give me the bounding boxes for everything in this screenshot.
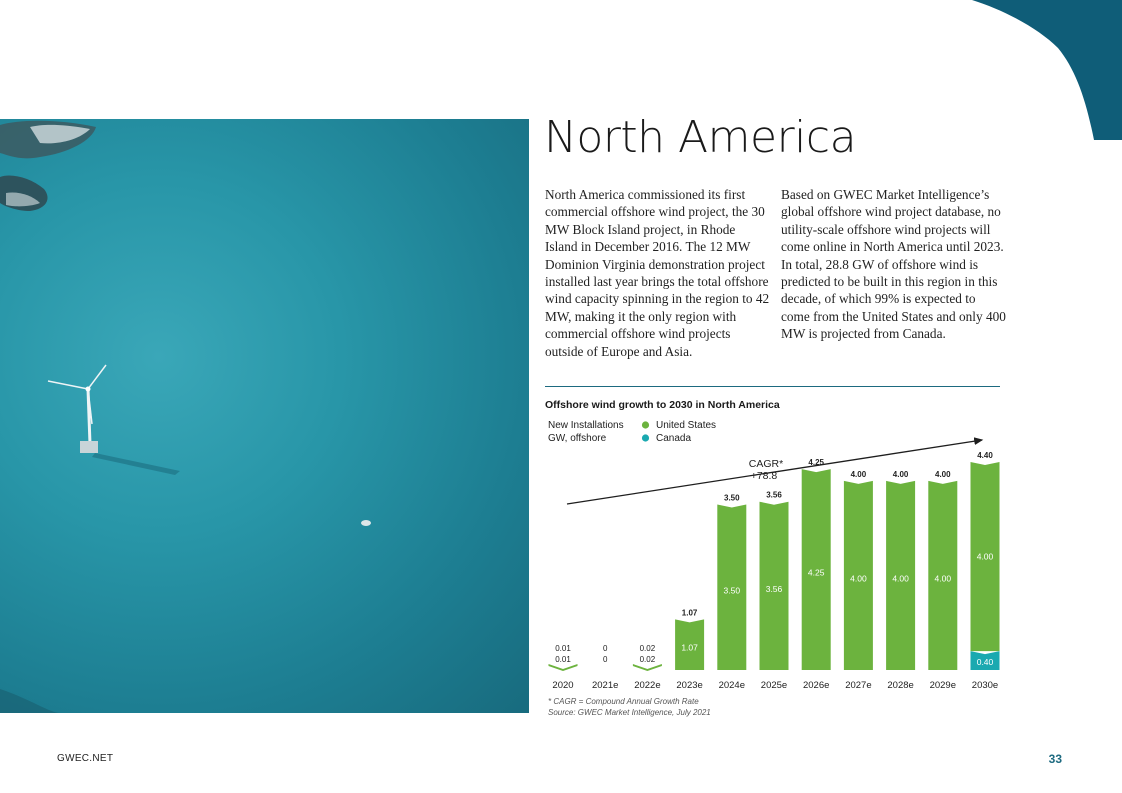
section-divider	[545, 386, 1000, 387]
legend-swatch-canada	[642, 434, 649, 441]
value-label-united-states-2022e: 0.02	[639, 655, 656, 664]
total-label-2028e: 4.00	[892, 469, 909, 479]
body-text-column-1: North America commissioned its first commercial offshore wind project, the 30 MW Block Island project, in Rhode Island in December 2016. The 12 MW Dominion Virginia demonstration project installed last year brings the total offshore wind capacity spinning in the region to 42 MW, making it the only region with commercial offshore wind projects outside of Europe and Asia.	[545, 187, 770, 359]
legend-label-united-states: United States	[656, 420, 717, 431]
body-text-column-2: Based on GWEC Market Intelligence’s global offshore wind project database, no utility-scale offshore wind projects will come online in North America until 2023. In total, 28.8 GW of offshore wind is predicted to be built in this region in this decade, of which 99% is expected to come from the United States and only 400 MW is projected from Canada.	[781, 187, 1006, 342]
x-tick-2021e: 2021e	[591, 680, 619, 691]
value-label-united-states-2021e: 0	[602, 655, 608, 664]
x-tick-2026e: 2026e	[802, 680, 830, 691]
legend-label-canada: Canada	[656, 433, 692, 444]
value-label-united-states-2027e: 4.00	[850, 573, 867, 584]
value-label-united-states-2029e: 4.00	[934, 573, 952, 584]
page-number: 33	[1048, 752, 1062, 766]
total-label-2020: 0.01	[555, 644, 571, 653]
value-label-canada-2030e: 0.40	[976, 657, 994, 667]
x-tick-2023e: 2023e	[676, 680, 703, 691]
total-label-2024e: 3.50	[724, 493, 740, 503]
value-label-united-states-2030e: 4.00	[976, 551, 994, 562]
bar-united-states-2022e	[633, 664, 662, 671]
legend-swatch-united-states	[642, 421, 649, 428]
value-label-united-states-2026e: 4.25	[807, 567, 825, 578]
total-label-2029e: 4.00	[935, 469, 951, 479]
value-label-united-states-2025e: 3.56	[765, 583, 783, 594]
value-label-united-states-2024e: 3.50	[723, 585, 741, 596]
total-label-2030e: 4.40	[977, 451, 993, 460]
footer-site: GWEC.NET	[57, 753, 114, 764]
x-tick-2029e: 2029e	[929, 680, 957, 691]
x-tick-2030e: 2030e	[971, 680, 999, 691]
chart-source: Source: GWEC Market Intelligence, July 2021	[548, 708, 711, 717]
y-axis-label-line-2: GW, offshore	[548, 433, 607, 444]
value-label-united-states-2023e: 1.07	[681, 642, 698, 653]
cagr-value: +78.8	[750, 470, 778, 482]
corner-decoration	[972, 0, 1122, 140]
chart-title: Offshore wind growth to 2030 in North America	[545, 399, 780, 411]
x-tick-2022e: 2022e	[634, 680, 661, 691]
total-label-2022e: 0.02	[639, 644, 656, 653]
x-tick-2020: 2020	[552, 680, 574, 691]
x-tick-2027e: 2027e	[845, 680, 872, 691]
total-label-2026e: 4.25	[808, 458, 824, 468]
value-label-united-states-2020: 0.01	[555, 655, 571, 664]
x-tick-2028e: 2028e	[887, 680, 914, 691]
y-axis-label-line-1: New Installations	[548, 420, 624, 431]
total-label-2021e: 0	[602, 644, 608, 653]
chart-footnote: * CAGR = Compound Annual Growth Rate	[548, 697, 699, 706]
total-label-2027e: 4.00	[850, 469, 867, 479]
total-label-2025e: 3.56	[766, 490, 782, 500]
bar-chart	[540, 412, 1010, 722]
x-tick-2024e: 2024e	[718, 680, 746, 691]
total-label-2023e: 1.07	[681, 608, 698, 618]
aerial-photo	[0, 119, 529, 713]
x-tick-2025e: 2025e	[760, 680, 788, 691]
page-title: North America	[544, 112, 857, 163]
cagr-label: CAGR*	[748, 458, 784, 470]
bar-united-states-2020	[549, 664, 578, 671]
value-label-united-states-2028e: 4.00	[892, 573, 909, 584]
